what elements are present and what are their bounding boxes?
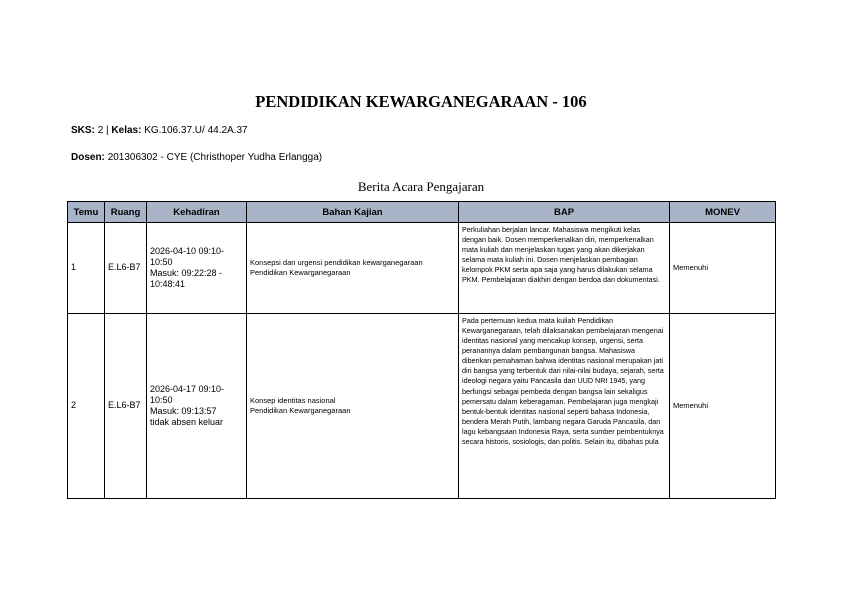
cell-temu: 1 — [68, 223, 105, 314]
cell-bap — [459, 314, 670, 499]
table-row — [68, 223, 776, 314]
bahan-topic: Konsep identitas nasional — [250, 395, 336, 405]
kehadiran-date: 2026-04-17 09:10-10:50 — [150, 383, 225, 405]
dosen-label: Dosen: — [71, 152, 105, 163]
kehadiran-note: tidak absen keluar — [150, 417, 224, 428]
cell-ruang: E.L6-B7 — [105, 314, 147, 499]
header-bahan-kajian: Bahan Kajian — [247, 202, 459, 223]
lecturer-meta — [71, 152, 322, 163]
header-ruang: Ruang — [105, 202, 147, 223]
header-monev: MONEV — [670, 202, 776, 223]
cell-monev: Memenuhi — [670, 223, 776, 314]
cell-kehadiran — [147, 223, 247, 314]
kelas-label: Kelas: — [111, 125, 142, 136]
kehadiran-status: Masuk: 09:22:28 - 10:48:41 — [150, 268, 223, 290]
cell-ruang: E.L6-B7 — [105, 223, 147, 314]
cell-bahan-kajian — [247, 223, 459, 314]
cell-bap: Perkuliahan berjalan lancar. Mahasiswa mengikuti kelas dengan baik. Dosen memperkenalkan diri, memperkenalkan mata kuliah dan menjelaskan tugas yang akan dikerjakan selama mata kuliah ini. Dosen menjelaskan pembagian kelompok PKM serta apa saja yang harus dilakukan selama PKM. Pembelajaran diakhiri dengan berdoa dan dokumentasi. — [459, 223, 670, 314]
header-bap: BAP — [459, 202, 670, 223]
course-meta: SKS: 2 | Kelas: KG.106.37.U/ 44.2A.37 — [71, 125, 248, 136]
table-row — [68, 314, 776, 499]
table-header-row — [68, 202, 776, 223]
cell-monev: Memenuhi — [670, 314, 776, 499]
sks-value: 2 — [97, 125, 104, 136]
bap-table — [67, 201, 776, 499]
bahan-topic: Konsepsi dan urgensi pendidikan kewarganegaraan — [250, 257, 423, 267]
kehadiran-date: 2026-04-10 09:10-10:50 — [150, 245, 225, 267]
dosen-value: 201306302 - CYE (Christhoper Yudha Erlangga) — [107, 152, 323, 163]
kehadiran-status: Masuk: 09:13:57 — [150, 406, 217, 416]
bahan-course: Pendidikan Kewarganegaraan — [250, 406, 351, 415]
bahan-course: Pendidikan Kewarganegaraan — [250, 268, 351, 277]
page-title: PENDIDIKAN KEWARGANEGARAAN - 106 — [255, 92, 587, 111]
cell-kehadiran — [147, 314, 247, 499]
kelas-value: KG.106.37.U/ 44.2A.37 — [144, 125, 248, 136]
bap-text: Pada pertemuan kedua mata kuliah Pendidikan Kewarganegaraan, telah dilaksanakan pembelajaran mengenai identitas nasional yang mencakup konsep, urgensi, serta peranannya dalam pembangunan bangsa. Mahasiswa diberikan pemahaman bahwa identitas nasional merupakan jati diri bangsa yang terbentuk dari nilai-nilai budaya, sejarah, serta ideologi negara yaitu Pancasila dan UUD NRI 1945, yang berfungsi sebagai pembeda dengan bangsa lain sekaligus pemersatu dalam keberagaman. Pembelajaran juga mengkaji bentuk-bentuk identitas nasional seperti bahasa Indonesia, bendera Merah Putih, lambang negara Garuda Pancasila, dan lagu kebangsaan Indonesia Raya, serta sumber pembentuknya secara historis, sosiologis, dan politis. Selain itu, dibahas pula — [462, 316, 664, 446]
header-kehadiran: Kehadiran — [147, 202, 247, 223]
section-subtitle: Berita Acara Pengajaran — [357, 179, 485, 194]
cell-bahan-kajian — [247, 314, 459, 499]
cell-temu: 2 — [68, 314, 105, 499]
header-temu: Temu — [68, 202, 105, 223]
sks-label: SKS: — [71, 125, 95, 136]
